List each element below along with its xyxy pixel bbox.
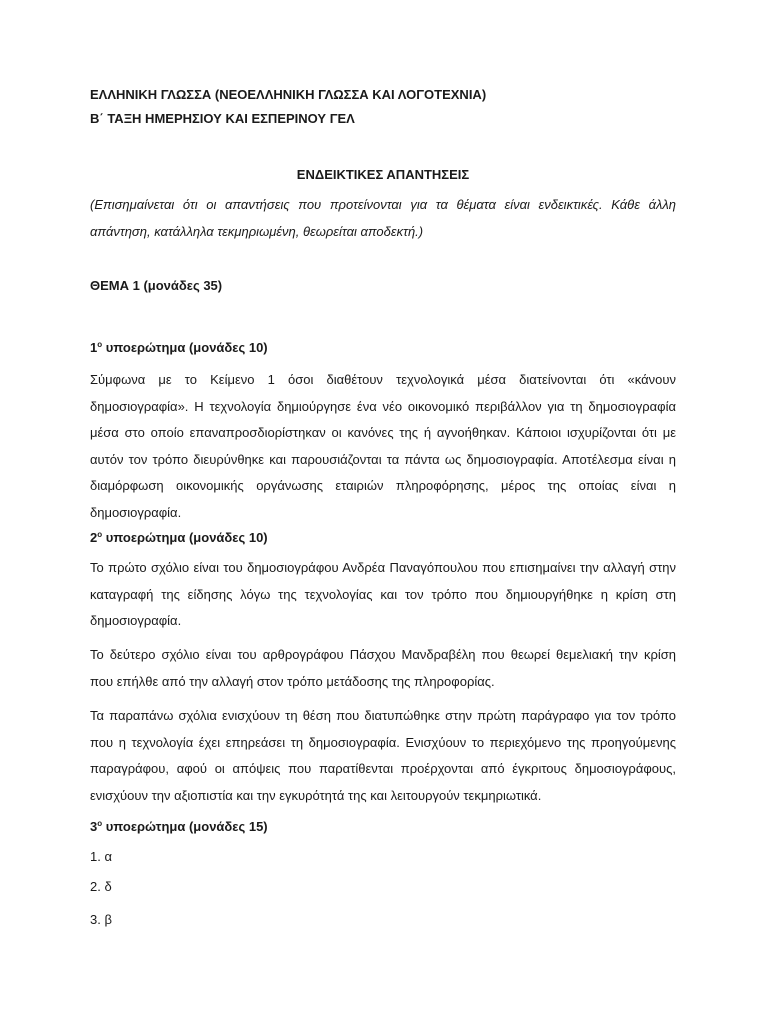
paragraph-line: δημοσιογραφία.	[90, 613, 182, 628]
paragraph-line: αυτόν τον τρόπο διευρύνθηκε και παρουσιάζονται τα πάντα ως δημοσιογραφία. Αποτέλεσμα είναι η	[90, 451, 676, 467]
class-title: Β΄ ΤΑΞΗ ΗΜΕΡΗΣΙΟΥ ΚΑΙ ΕΣΠΕΡΙΝΟΥ ΓΕΛ	[90, 111, 355, 126]
q2-ordinal: ο	[97, 530, 103, 539]
q3-heading	[90, 819, 268, 834]
q3-answer-3: 3. β	[90, 912, 112, 927]
q3-answer-2: 2. δ	[90, 879, 112, 894]
course-title: ΕΛΛΗΝΙΚΗ ΓΛΩΣΣΑ (ΝΕΟΕΛΛΗΝΙΚΗ ΓΛΩΣΣΑ ΚΑΙ ΛΟΓΟΤΕΧΝΙΑ)	[90, 87, 487, 102]
q3-ordinal: ο	[97, 819, 103, 828]
q2-number: 2	[90, 530, 98, 545]
q3-answer-1: 1. α	[90, 849, 112, 864]
paragraph-line: δημοσιογραφία». Η τεχνολογία δημιούργησε ένα νέο οικονομικό περιβάλλον για τη δημοσιογραφία	[90, 398, 676, 414]
q2-heading	[90, 530, 268, 545]
q1-answer-paragraph	[90, 367, 676, 526]
q2-answer-paragraph-1	[90, 555, 676, 635]
document-title: ΕΝΔΕΙΚΤΙΚΕΣ ΑΠΑΝΤΗΣΕΙΣ	[296, 167, 470, 182]
paragraph-line: Τα παραπάνω σχόλια ενισχύουν τη θέση που διατυπώθηκε στην πρώτη παράγραφο για τον τρόπο	[90, 708, 676, 723]
paragraph-line: που επήλθε από την αλλαγή στον τρόπο μετάδοσης της πληροφορίας.	[90, 673, 495, 689]
q2-label: υποερώτημα (μονάδες 10)	[102, 530, 268, 545]
paragraph-line: μέσα στο οποίο επαναπροσδιορίστηκαν οι κανόνες της ή αγνοήθηκαν. Κάποιοι ισχυρίζονται ότι με	[90, 425, 676, 440]
paragraph-line: καταγραφή της είδησης λόγω της τεχνολογίας και τον τρόπο που δημιουργήθηκε η κρίση στη	[90, 586, 676, 602]
paragraph-line: που η τεχνολογία έχει επηρεάσει τη δημοσιογραφία. Ενισχύουν το περιεχόμενο της προηγούμενης	[90, 734, 676, 750]
paragraph-line: διαμόρφωση οικονομικής οργάνωσης εταιριών πληροφόρησης, μέρος της οποίας είναι η	[90, 478, 676, 493]
q1-heading	[90, 340, 268, 355]
paragraph-line: παραγράφου, αφού οι απόψεις που παρατίθενται προέρχονται από έγκριτους δημοσιογράφους,	[90, 761, 676, 776]
paragraph-line: ενισχύουν την αξιοπιστία και την εγκυρότητά της και λειτουργούν τεκμηριωτικά.	[90, 787, 542, 803]
q3-label: υποερώτημα (μονάδες 15)	[102, 819, 268, 834]
paragraph-line: Το πρώτο σχόλιο είναι του δημοσιογράφου Ανδρέα Παναγόπουλου που επισημαίνει την αλλαγή στην	[90, 560, 676, 575]
paragraph-line: Το δεύτερο σχόλιο είναι του αρθρογράφου Πάσχου Μανδραβέλη που θεωρεί θεμελιακή την κρίση	[90, 647, 676, 662]
theme-heading: ΘΕΜΑ 1 (μονάδες 35)	[90, 278, 223, 293]
paragraph-line: δημοσιογραφία.	[90, 504, 182, 520]
note-line: απάντηση, κατάλληλα τεκμηριωμένη, θεωρείται αποδεκτή.)	[90, 223, 424, 239]
note-paragraph	[90, 192, 676, 245]
q1-label: υποερώτημα (μονάδες 10)	[102, 340, 268, 355]
q1-number: 1	[90, 340, 98, 355]
q2-answer-paragraph-3	[90, 703, 676, 809]
note-line: (Επισημαίνεται ότι οι απαντήσεις που προτείνονται για τα θέματα είναι ενδεικτικές. Κάθε άλλη	[90, 197, 676, 212]
paragraph-line: Σύμφωνα με το Κείμενο 1 όσοι διαθέτουν τεχνολογικά μέσα διατείνονται ότι «κάνουν	[90, 372, 676, 387]
q1-ordinal: ο	[97, 340, 103, 349]
q3-number: 3	[90, 819, 98, 834]
q2-answer-paragraph-2	[90, 642, 676, 695]
